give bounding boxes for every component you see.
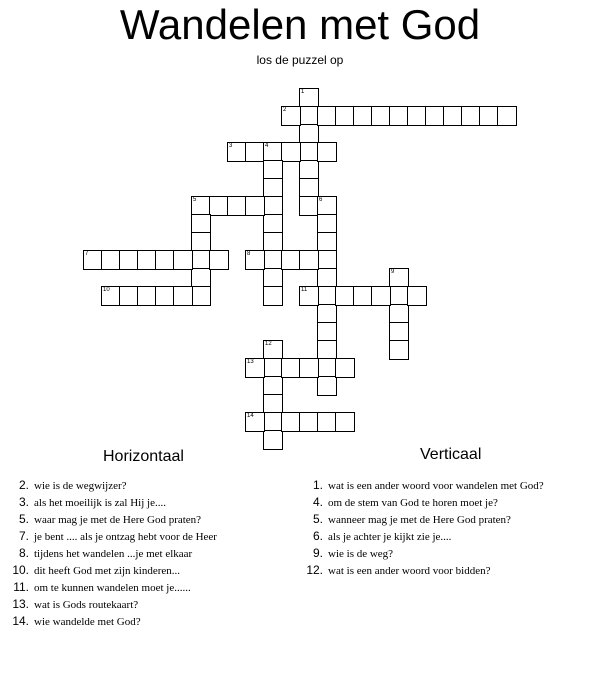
crossword-cell[interactable] [317, 358, 337, 378]
clue-text: wat is een ander woord voor bidden? [328, 565, 491, 577]
cell-number: 1 [301, 89, 305, 95]
crossword-cell[interactable] [263, 340, 283, 360]
crossword-cell[interactable] [209, 196, 229, 216]
crossword-cell[interactable] [281, 142, 301, 162]
clue-text: waar mag je met de Here God praten? [34, 514, 202, 526]
crossword-cell[interactable] [317, 304, 337, 324]
crossword-cell[interactable] [317, 142, 337, 162]
crossword-cell[interactable] [299, 196, 319, 216]
cell-number: 6 [319, 197, 323, 203]
cell-number: 8 [247, 251, 251, 257]
crossword-cell[interactable] [461, 106, 481, 126]
crossword-cell[interactable] [281, 412, 301, 432]
clue-item [6, 578, 296, 595]
crossword-cell[interactable] [443, 106, 463, 126]
crossword-cell[interactable] [389, 268, 409, 288]
clue-number: 9. [312, 546, 323, 560]
cell-number: 9 [391, 269, 395, 275]
crossword-cell[interactable] [263, 160, 283, 180]
crossword-cell[interactable] [299, 250, 319, 270]
crossword-cell[interactable] [263, 142, 283, 162]
crossword-cell[interactable] [479, 106, 499, 126]
cell-number: 3 [229, 143, 233, 149]
crossword-cell[interactable] [299, 178, 319, 198]
clue-item [6, 544, 296, 561]
clue-text: tijdens het wandelen ...je met elkaar [34, 548, 193, 560]
clue-item [300, 493, 600, 510]
crossword-cell[interactable] [497, 106, 517, 126]
clue-text: dit heeft God met zijn kinderen... [34, 565, 181, 577]
crossword-cell[interactable] [317, 322, 337, 342]
crossword-cell[interactable] [263, 178, 283, 198]
crossword-cell[interactable] [209, 250, 229, 270]
crossword-cell[interactable] [191, 214, 211, 234]
clue-item [6, 476, 296, 493]
clue-text: wie is de wegwijzer? [34, 480, 127, 492]
vertical-heading: Verticaal [420, 446, 482, 463]
crossword-cell[interactable] [407, 106, 427, 126]
crossword-cell[interactable] [173, 250, 193, 270]
crossword-cell[interactable] [101, 250, 121, 270]
clue-number: 2. [18, 478, 29, 492]
clue-text: als je achter je kijkt zie je.... [328, 531, 452, 543]
crossword-cell[interactable] [263, 358, 283, 378]
crossword-cell[interactable] [335, 106, 355, 126]
clue-text: om te kunnen wandelen moet je...... [34, 582, 191, 594]
clue-number: 10. [12, 563, 29, 577]
cell-number: 12 [265, 341, 272, 347]
crossword-cell[interactable] [335, 412, 355, 432]
crossword-cell[interactable] [119, 250, 139, 270]
crossword-cell[interactable] [263, 214, 283, 234]
crossword-cell[interactable] [317, 214, 337, 234]
cell-number: 11 [301, 287, 308, 293]
clue-item [6, 561, 296, 578]
crossword-cell[interactable] [155, 286, 175, 306]
clue-number: 12. [306, 563, 323, 577]
crossword-cell[interactable] [299, 142, 319, 162]
crossword-cell[interactable] [335, 286, 355, 306]
crossword-cell[interactable] [245, 142, 265, 162]
clue-item [6, 595, 296, 612]
clue-item [300, 561, 600, 578]
crossword-cell[interactable] [263, 376, 283, 396]
clue-item [6, 493, 296, 510]
clue-number: 6. [312, 529, 323, 543]
crossword-cell[interactable] [299, 160, 319, 180]
crossword-cell[interactable] [227, 142, 247, 162]
clue-number: 11. [13, 580, 29, 594]
crossword-cell[interactable] [389, 286, 409, 306]
crossword-cell[interactable] [173, 286, 193, 306]
crossword-cell[interactable] [317, 196, 337, 216]
crossword-cell[interactable] [299, 358, 319, 378]
crossword-cell[interactable] [317, 286, 337, 306]
clue-item [300, 527, 600, 544]
crossword-cell[interactable] [299, 106, 319, 126]
crossword-cell[interactable] [299, 124, 319, 144]
crossword-cell[interactable] [317, 376, 337, 396]
clue-item [6, 510, 296, 527]
crossword-cell[interactable] [245, 250, 265, 270]
cell-number: 14 [247, 413, 254, 419]
crossword-cell[interactable] [263, 250, 283, 270]
clue-number: 7. [18, 529, 29, 543]
clue-text: wat is Gods routekaart? [34, 599, 139, 611]
clue-item [300, 510, 600, 527]
cell-number: 10 [103, 287, 110, 293]
clue-item [300, 544, 600, 561]
crossword-cell[interactable] [281, 358, 301, 378]
crossword-cell[interactable] [191, 196, 211, 216]
horizontal-heading: Horizontaal [103, 448, 184, 465]
crossword-cell[interactable] [371, 286, 391, 306]
crossword-cell[interactable] [299, 286, 319, 306]
clue-text: je bent .... als je ontzag hebt voor de Heer [34, 531, 217, 543]
crossword-cell[interactable] [119, 286, 139, 306]
crossword-cell[interactable] [191, 286, 211, 306]
clue-number: 1. [312, 478, 323, 492]
crossword-cell[interactable] [425, 106, 445, 126]
crossword-cell[interactable] [317, 106, 337, 126]
clue-number: 3. [18, 495, 29, 509]
crossword-cell[interactable] [245, 412, 265, 432]
crossword-cell[interactable] [389, 106, 409, 126]
clue-item [6, 527, 296, 544]
crossword-cell[interactable] [281, 250, 301, 270]
crossword-cell[interactable] [137, 286, 157, 306]
clue-item [300, 476, 600, 493]
clue-number: 5. [312, 512, 323, 526]
clue-text: om de stem van God te horen moet je? [328, 497, 498, 509]
crossword-cell[interactable] [281, 106, 301, 126]
cell-number: 2 [283, 107, 287, 113]
crossword-cell[interactable] [317, 412, 337, 432]
vertical-clue-list [300, 476, 600, 578]
clue-number: 8. [18, 546, 29, 560]
crossword-cell[interactable] [263, 394, 283, 414]
crossword-cell[interactable] [227, 196, 247, 216]
crossword-cell[interactable] [299, 88, 319, 108]
crossword-cell[interactable] [191, 268, 211, 288]
clue-text: wanneer mag je met de Here God praten? [328, 514, 511, 526]
clue-text: wie is de weg? [328, 548, 394, 560]
clue-number: 5. [18, 512, 29, 526]
clue-number: 13. [12, 597, 29, 611]
crossword-cell[interactable] [389, 322, 409, 342]
crossword-cell[interactable] [263, 268, 283, 288]
clue-number: 14. [12, 614, 29, 628]
crossword-cell[interactable] [155, 250, 175, 270]
cell-number: 5 [193, 197, 197, 203]
crossword-cell[interactable] [299, 412, 319, 432]
crossword-cell[interactable] [191, 250, 211, 270]
cell-number: 7 [85, 251, 89, 257]
crossword-cell[interactable] [317, 268, 337, 288]
clue-text: wat is een ander woord voor wandelen met God? [328, 480, 544, 492]
crossword-cell[interactable] [317, 232, 337, 252]
crossword-cell[interactable] [407, 286, 427, 306]
crossword-cell[interactable] [245, 196, 265, 216]
puzzle-subtitle: los de puzzel op [256, 53, 344, 67]
crossword-cell[interactable] [317, 250, 337, 270]
crossword-cell[interactable] [389, 340, 409, 360]
cell-number: 13 [247, 359, 254, 365]
crossword-cell[interactable] [191, 232, 211, 252]
crossword-cell[interactable] [389, 304, 409, 324]
horizontal-clue-list [6, 476, 296, 629]
clue-number: 4. [312, 495, 323, 509]
cell-number: 4 [265, 143, 269, 149]
crossword-cell[interactable] [263, 430, 283, 450]
crossword-cell[interactable] [353, 106, 373, 126]
clue-item [6, 612, 296, 629]
crossword-cell[interactable] [83, 250, 103, 270]
crossword-cell[interactable] [371, 106, 391, 126]
crossword-cell[interactable] [137, 250, 157, 270]
clue-text: wie wandelde met God? [34, 616, 141, 628]
crossword-cell[interactable] [335, 358, 355, 378]
crossword-cell[interactable] [263, 196, 283, 216]
crossword-cell[interactable] [353, 286, 373, 306]
crossword-cell[interactable] [245, 358, 265, 378]
crossword-cell[interactable] [263, 412, 283, 432]
crossword-cell[interactable] [263, 286, 283, 306]
clue-text: als het moeilijk is zal Hij je.... [34, 497, 166, 509]
crossword-cell[interactable] [101, 286, 121, 306]
puzzle-title: Wandelen met God [119, 1, 481, 48]
crossword-cell[interactable] [263, 232, 283, 252]
crossword-cell[interactable] [317, 340, 337, 360]
